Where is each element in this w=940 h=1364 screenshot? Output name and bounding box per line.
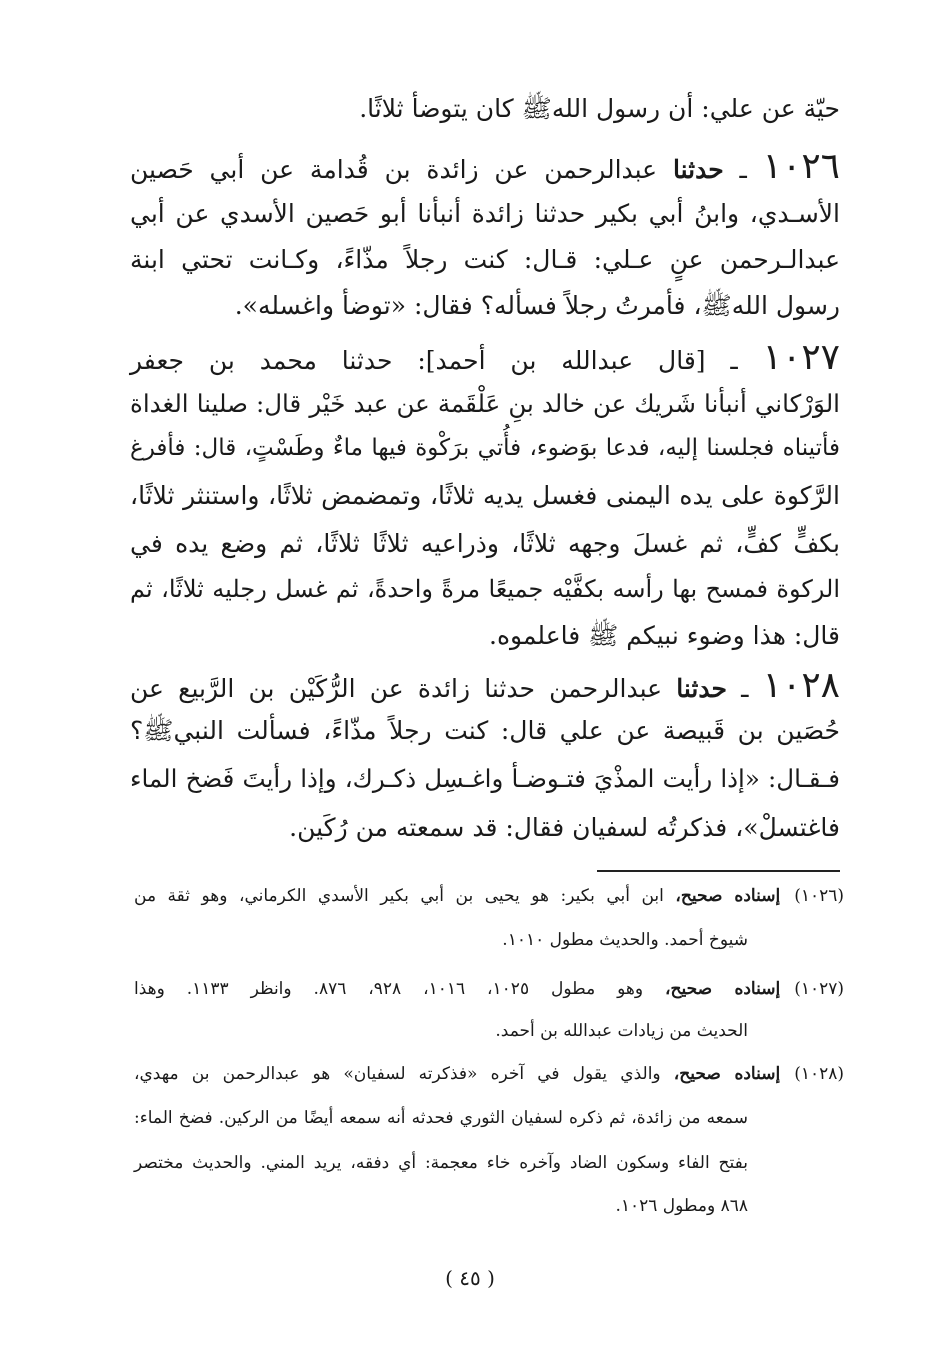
footnote-text: والذي يقول في آخره «فذكرته لسفيان» هو عبدالرحمن بن مهدي، [134, 1064, 661, 1084]
hadith-number: ١٠٢٨ [762, 665, 840, 706]
text-span: عبدالرحمن عن زائدة بن قُدامة عن أبي حَصين [130, 155, 658, 184]
text-line: فـقـال: «إذا رأيت المذْيَ فتـوضـأ واغـسِل ذكـرك، وإذا رأيتَ فَضخ الماء [130, 764, 840, 793]
text-line: عبدالـرحمن عنٍ عـلي: قـال: كنت رجلاً مذّاءً، وكـانت تحتي ابنة [130, 245, 840, 274]
text-line: الأسـدي، وابنُ أبي بكير حدثنا زائدة أنبأنا أبو حَصين الأسدي عن أبي [130, 199, 840, 228]
footnote-ref: (١٠٢٧) [794, 979, 845, 999]
text-span: عبدالرحمن حدثنا زائدة عن الرُّكَيْن بن الرَّبيع عن [130, 674, 663, 703]
hadith-1026-heading-line: ١٠٢٦ ـ حدثنا عبدالرحمن عن زائدة بن قُدامة عن أبي حَصين [130, 146, 841, 187]
footnote-1028-line [134, 1066, 844, 1083]
text-line: رسول اللهﷺ، فأمرتُ رجلاً فسأله؟ فقال: «توضأ واغسله». [234, 291, 840, 320]
footnote-1026-line [134, 888, 844, 905]
footnote-line: سمعه من زائدة، ثم ذكره لسفيان الثوري فحدثه أنه سمعه أيضًا من الركين. فضخ الماء: [134, 1108, 748, 1128]
hadith-1027-heading-line: ١٠٢٧ ـ [قال عبدالله بن أحمد]: حدثنا محمد بن جعفر [130, 337, 841, 378]
footnote-separator [597, 870, 840, 872]
text-span: [قال عبدالله بن أحمد]: حدثنا محمد بن جعفر [130, 346, 706, 375]
footnote-text: وهو مطول ١٠٢٥، ١٠١٦، ٩٢٨، ٨٧٦. وانظر ١١٣٣. وهذا [134, 979, 644, 999]
footnote-1027-line [134, 981, 844, 998]
hadith-opening-word: حدثنا [676, 674, 727, 703]
footnote-ref: (١٠٢٨) [794, 1064, 845, 1084]
text-line: بكفٍّ كفٍّ، ثم غسلَ وجهه ثلاثًا، وذراعيه ثلاثًا ثلاثًا، ثم وضع يده في [130, 529, 840, 558]
text-line: قال: هذا وضوء نبيكم ﷺ فاعلموه. [489, 621, 840, 650]
footnote-line: الحديث من زيادات عبدالله بن أحمد. [495, 1021, 748, 1041]
footnote-line: بفتح الفاء وسكون الضاد وآخره خاء معجمة: أي دفقه، يريد المني. والحديث مختصر [134, 1153, 748, 1173]
hadith-1028-heading-line: ١٠٢٨ ـ حدثنا عبدالرحمن حدثنا زائدة عن الرُّكَيْن بن الرَّبيع عن [130, 665, 840, 706]
footnote-text: ابن أبي بكير: هو يحيى بن أبي بكير الأسدي الكرماني، وهو ثقة من [134, 886, 664, 906]
page-number: ( ٤٥ ) [445, 1266, 495, 1290]
footnote-ref: (١٠٢٦) [794, 886, 844, 906]
text-line: حُصَين بن قَبيصة عن علي قال: كنت رجلاً مذّاءً، فسألت النبيﷺ؟ [130, 716, 840, 745]
text-line: الرَّكوة على يده اليمنى فغسل يديه ثلاثًا، وتمضمض ثلاثًا، واستنثر ثلاثًا، [130, 481, 840, 510]
text-line: الركوة فمسح بها رأسه بكفَّيْه جميعًا مرةً واحدةً، ثم غسل رجليه ثلاثًا، ثم [130, 575, 840, 603]
footnote-grade: إسناده صحيح، [665, 979, 781, 999]
footnote-grade: إسناده صحيح، [675, 886, 781, 906]
footnote-line: شيوخ أحمد. والحديث مطول ١٠١٠. [502, 930, 748, 950]
text-line: حيّة عن علي: أن رسول اللهﷺ كان يتوضأ ثلاثًا. [359, 94, 840, 123]
hadith-opening-word: حدثنا [672, 155, 724, 184]
footnote-line: ٨٦٨ ومطول ١٠٢٦. [615, 1196, 748, 1216]
text-line: الوَرْكاني أنبأنا شَريك عن خالد بنِ عَلْقَمة عن عبد خَيْر قال: صلينا الغداة [130, 389, 840, 418]
text-line: فأتيناه فجلسنا إليه، فدعا بوَضوء، فأُتي برَكْوة فيها ماءٌ وطَسْتٍ، قال: فأفرغ [130, 435, 840, 461]
footnote-grade: إسناده صحيح، [673, 1064, 781, 1084]
text-line: فاغتسلْ»، فذكرتُه لسفيان فقال: قد سمعته من رُكَين. [289, 813, 840, 842]
hadith-number: ١٠٢٧ [762, 337, 841, 378]
hadith-number: ١٠٢٦ [762, 146, 841, 187]
